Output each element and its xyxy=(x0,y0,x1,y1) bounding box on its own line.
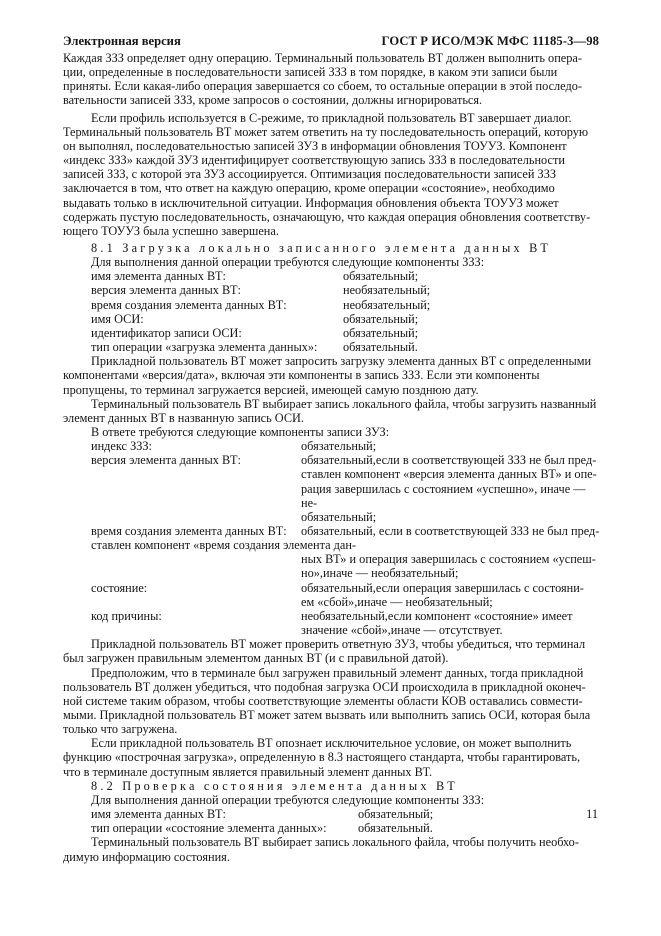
text-line: что в терминале доступным является правильный элемент данных ВТ. xyxy=(63,764,433,779)
requirement-continuation: ных ВТ» и операция завершилась с состоянием «успеш- xyxy=(301,552,596,567)
component-name: версия элемента данных ВТ: xyxy=(91,283,241,298)
paragraph-version-request xyxy=(63,354,599,396)
text-line: элемент данных ВТ в названную запись ОСИ. xyxy=(63,410,304,425)
page-number: 11 xyxy=(586,807,598,821)
table-row xyxy=(63,524,599,538)
table-row xyxy=(63,312,599,326)
text-line: Прикладной пользователь ВТ может запросить загрузку элемента данных ВТ с определенными xyxy=(91,354,592,369)
component-requirement: обязательный; xyxy=(358,807,434,822)
component-name: имя элемента данных ВТ: xyxy=(91,807,226,822)
component-requirement: обязательный; xyxy=(343,311,419,326)
text-line: функцию «построчная загрузка», определенную в 8.3 настоящего стандарта, чтобы гарантировать, xyxy=(63,750,581,765)
table-row xyxy=(63,581,599,595)
text-line: записей ЗЗЗ, с которой эта ЗУЗ ассоциируется. Оптимизация последовательности записей ЗЗЗ xyxy=(63,167,557,182)
component-requirement: необязательный; xyxy=(343,283,431,298)
requirement-continuation: ставлен компонент «версия элемента данных ВТ» и опе- xyxy=(301,467,597,482)
text-line: пользователь ВТ должен убедиться, что подобная загрузка ОСИ происходила в прикладной оконеч- xyxy=(63,679,586,694)
paragraph-c-mode xyxy=(63,111,599,238)
component-name: тип операции «загрузка элемента данных»: xyxy=(91,340,318,355)
requirement-continuation: рация завершилась с состоянием «успешно», иначе —не- xyxy=(301,481,586,510)
table-row xyxy=(63,439,599,453)
requirement-continuation: ставлен компонент «время создания элемента дан- xyxy=(91,538,357,553)
component-requirement: обязательный,если в соответствующей ЗЗЗ не был пред- xyxy=(301,453,597,468)
paragraph-assumption xyxy=(63,666,599,737)
components-table-8-1 xyxy=(63,269,599,354)
text-line: ной системе таким образом, чтобы соответствующие элементы области КОВ оставались совмести- xyxy=(63,693,583,708)
text-line: «индекс ЗЗЗ» каждой ЗУЗ идентифицирует соответствующую запись ЗЗЗ в последовательности xyxy=(63,153,565,168)
text-line: Терминальный пользователь ВТ может затем ответить на ту последовательность операций, которую xyxy=(63,124,589,139)
section-intro: Для выполнения данной операции требуются следующие компоненты ЗЗЗ: xyxy=(91,792,485,807)
component-name: время создания элемента данных ВТ: xyxy=(91,524,287,539)
text-line: димую информацию состояния. xyxy=(63,849,230,864)
component-requirement: обязательный,если операция завершилась с состояни- xyxy=(301,580,584,595)
component-name: время создания элемента данных ВТ: xyxy=(91,297,287,312)
component-requirement: обязательный; xyxy=(343,325,419,340)
text-line: содержать пустую последовательность, означающую, что каждая операция обновления соответству- xyxy=(63,209,591,224)
requirement-continuation: но»,иначе — необязательный; xyxy=(301,566,459,581)
section-heading-8-2: 8.2 Проверка состояния элемента данных ВТ xyxy=(91,778,458,793)
component-name: идентификатор записи ОСИ: xyxy=(91,325,242,340)
table-row xyxy=(63,298,599,312)
document-body xyxy=(63,51,599,864)
text-line: вательности записей ЗЗЗ, кроме запросов о состоянии, должны игнорироваться. xyxy=(63,93,483,108)
text-line: Терминальный пользователь ВТ выбирает запись локального файла, чтобы получить необхо- xyxy=(91,835,579,850)
text-line: выдавать только в исключительной ситуации. Информация обновления объекта ТОУУЗ может xyxy=(63,195,559,210)
component-requirement: обязательный, если в соответствующей ЗЗЗ не был пред- xyxy=(301,524,600,539)
paragraph-local-file xyxy=(63,397,599,425)
components-table-8-2 xyxy=(63,807,599,835)
text-line: ции, определенные в последовательности записей ЗЗЗ в том порядке, в каком эти записи были xyxy=(63,65,558,80)
component-name: имя ОСИ: xyxy=(91,311,144,326)
text-line: Терминальный пользователь ВТ выбирает запись локального файла, чтобы загрузить названный xyxy=(91,396,597,411)
text-line: компонентами «версия/дата», включая эти компоненты в запись ЗЗЗ. Если эти компоненты xyxy=(63,368,540,383)
text-line: ющего ТОУУЗ была успешно завершена. xyxy=(63,223,279,238)
requirement-continuation: обязательный; xyxy=(301,509,377,524)
table-row xyxy=(63,283,599,297)
table-row xyxy=(63,807,599,821)
section-heading-8-1: 8.1 Загрузка локально записанного элемента данных ВТ xyxy=(91,241,552,256)
paragraph-verify-response xyxy=(63,637,599,665)
table-row xyxy=(63,821,599,835)
component-requirement: обязательный; xyxy=(343,269,419,284)
component-name: состояние: xyxy=(91,580,148,595)
text-line: приняты. Если какая-либо операция завершается со сбоем, то остальные операции в этой последо- xyxy=(63,79,582,94)
table-row xyxy=(63,326,599,340)
text-line: он выполнял, последовательностью записей ЗУЗ в информации обновления ТОУУЗ. Компонент xyxy=(63,138,567,153)
text-line: Предположим, что в терминале был загружен правильный элемент данных, тогда прикладной xyxy=(91,665,584,680)
component-requirement: необязательный,если компонент «состояние» имеет xyxy=(301,608,573,623)
table-row xyxy=(63,453,599,467)
text-line: Прикладной пользователь ВТ может проверить ответную ЗУЗ, чтобы убедиться, что терминал xyxy=(91,637,586,652)
table-row xyxy=(63,340,599,354)
component-name: имя элемента данных ВТ: xyxy=(91,269,226,284)
text-line: пропущены, то терминал загружается версией, имеющей самую позднюю дату. xyxy=(63,382,479,397)
text-line: только что загружена. xyxy=(63,722,178,737)
table-row xyxy=(63,269,599,283)
paragraph-status-info xyxy=(63,835,599,863)
text-line: Если профиль используется в С-режиме, то прикладной пользователь ВТ завершает диалог. xyxy=(91,110,572,125)
paragraph-exception xyxy=(63,736,599,778)
component-requirement: обязательный. xyxy=(358,821,433,836)
text-line: Если прикладной пользователь ВТ опознает исключительное условие, он может выполнить xyxy=(91,736,572,751)
page-header xyxy=(63,34,599,50)
component-requirement: обязательный; xyxy=(301,439,377,454)
header-edition-label: Электронная версия xyxy=(63,34,181,48)
text-line: мыми. Прикладной пользователь ВТ может затем вызвать или выполнить запись ОСИ, которая была xyxy=(63,708,591,723)
text-line: был загружен правильным элементом данных ВТ (и с правильной датой). xyxy=(63,651,449,666)
component-requirement: обязательный. xyxy=(343,340,418,355)
table-row xyxy=(63,609,599,623)
response-intro: В ответе требуются следующие компоненты записи ЗУЗ: xyxy=(91,424,390,439)
requirement-continuation: значение «сбой»,иначе — отсутствует. xyxy=(301,623,503,638)
text-line: Каждая ЗЗЗ определяет одну операцию. Терминальный пользователь ВТ должен выполнить опера- xyxy=(63,51,582,65)
response-components-table xyxy=(63,439,599,637)
header-standard-number: ГОСТ Р ИСО/МЭК МФС 11185-3—98 xyxy=(381,34,599,48)
component-name: версия элемента данных ВТ: xyxy=(91,453,241,468)
component-name: индекс ЗЗЗ: xyxy=(91,439,152,454)
paragraph-operations xyxy=(63,51,599,108)
component-name: код причины: xyxy=(91,608,162,623)
requirement-continuation: ем «сбой»,иначе — необязательный; xyxy=(301,594,493,609)
text-line: заключается в том, что ответ на каждую операцию, кроме операции «состояние», необходимо xyxy=(63,181,555,196)
section-intro: Для выполнения данной операции требуются следующие компоненты ЗЗЗ: xyxy=(91,255,485,270)
component-requirement: необязательный; xyxy=(343,297,431,312)
component-name: тип операции «состояние элемента данных»: xyxy=(91,821,327,836)
